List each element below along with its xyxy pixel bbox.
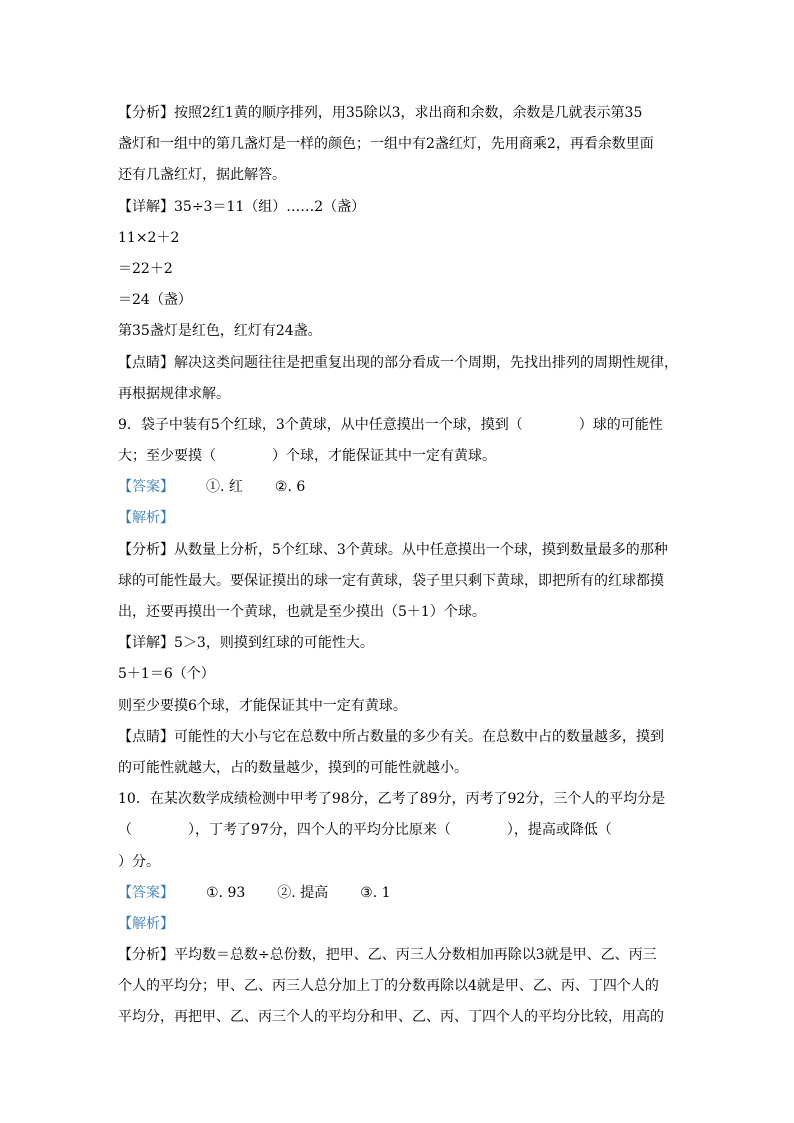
text-line: ＝24（盏） — [118, 292, 192, 309]
text-line: 【分析】从数量上分析，5个红球、3个黄球。从中任意摸出一个球，摸到数量最多的那种 — [118, 541, 668, 558]
answer-label: 【答案】 — [118, 884, 174, 901]
text-line: 【点睛】解决这类问题往往是把重复出现的部分看成一个周期，先找出排列的周期性规律， — [118, 354, 678, 371]
question-text: 10．在某次数学成绩检测中甲考了98分，乙考了89分，丙考了92分，三个人的平均分是 — [118, 791, 666, 808]
text-line: 个人的平均分；甲、乙、丙三人总分加上丁的分数再除以4就是甲、乙、丙、丁四个人的 — [118, 978, 659, 995]
analysis-label: 【解析】 — [118, 915, 174, 932]
text-line: 盏灯和一组中的第几盏灯是一样的颜色；一组中有2盏红灯，先用商乘2，再看余数里面 — [118, 136, 654, 153]
answer-item: ②. 6 — [274, 479, 306, 496]
text-line: 5＋1＝6（个） — [118, 666, 215, 683]
text-line: 【详解】35÷3＝11（组）……2（盏） — [118, 198, 366, 215]
text-line: 再根据规律求解。 — [118, 385, 230, 402]
text-line: 【分析】平均数＝总数÷总份数，把甲、乙、丙三人分数相加再除以3就是甲、乙、丙三 — [118, 947, 657, 964]
question-text: 9．袋子中装有5个红球，3个黄球，从中任意摸出一个球，摸到（ ）球的可能性 — [118, 416, 663, 433]
answer-label: 【答案】 — [118, 479, 174, 496]
question-text: ）分。 — [118, 853, 160, 870]
answer-item: ③. 1 — [360, 884, 391, 901]
text-line: 还有几盏红灯，据此解答。 — [118, 167, 286, 184]
text-line: 平均分，再把甲、乙、丙三个人的平均分和甲、乙、丙、丁四个人的平均分比较，用高的 — [118, 1009, 664, 1026]
question-text: （ ），丁考了97分，四个人的平均分比原来（ ），提高或降低（ — [118, 822, 668, 839]
answer-line — [118, 878, 678, 909]
analysis-label: 【解析】 — [118, 510, 174, 527]
text-line: 出，还要再摸出一个黄球，也就是至少摸出（5＋1）个球。 — [118, 604, 486, 620]
text-line: 【分析】按照2红1黄的顺序排列，用35除以3，求出商和余数，余数是几就表示第35 — [118, 105, 643, 121]
text-line: 11×2＋2 — [118, 229, 180, 246]
answer-item: ①. 红 — [206, 479, 243, 496]
answer-line — [118, 472, 678, 503]
text-line: 【点睛】可能性的大小与它在总数中所占数量的多少有关。在总数中占的数量越多，摸到 — [118, 728, 664, 745]
text-line: 【详解】5＞3，则摸到红球的可能性大。 — [118, 635, 374, 652]
text-line: ＝22＋2 — [118, 260, 173, 277]
answer-item: ①. 93 — [206, 884, 246, 901]
text-line: 则至少要摸6个球，才能保证其中一定有黄球。 — [118, 697, 407, 714]
text-line: 球的可能性最大。要保证摸出的球一定有黄球，袋子里只剩下黄球，即把所有的红球都摸 — [118, 572, 664, 589]
text-line: 的可能性就越大，占的数量越少，摸到的可能性就越小。 — [118, 759, 468, 776]
document-page — [118, 98, 678, 1034]
answer-item: ②. 提高 — [277, 884, 329, 901]
question-text: 大；至少要摸（ ）个球，才能保证其中一定有黄球。 — [118, 448, 496, 465]
text-line: 第35盏灯是红色，红灯有24盏。 — [118, 323, 322, 340]
